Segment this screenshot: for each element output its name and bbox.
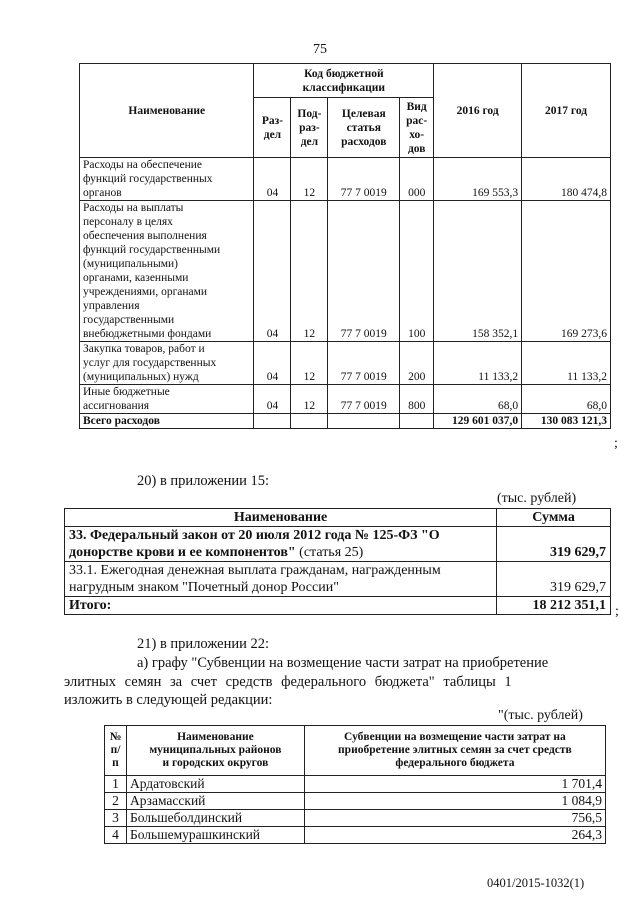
row-2016: 169 553,3 bbox=[434, 158, 522, 201]
row-name: Иные бюджетные ассигнования bbox=[80, 385, 254, 414]
row-target: 77 7 0019 bbox=[328, 385, 400, 414]
row-type: 200 bbox=[400, 342, 434, 385]
row-2017: 68,0 bbox=[522, 385, 611, 414]
row-subsection: 12 bbox=[291, 342, 328, 385]
row-num: 2 bbox=[105, 793, 127, 810]
row-name: Арзамасский bbox=[126, 793, 304, 810]
table-row bbox=[80, 342, 611, 385]
header-num: № п/п bbox=[105, 726, 127, 776]
row-type: 800 bbox=[400, 385, 434, 414]
row-2016: 158 352,1 bbox=[434, 201, 522, 342]
row-2017: 11 133,2 bbox=[522, 342, 611, 385]
header-2017: 2017 год bbox=[522, 64, 611, 158]
row-2016: 11 133,2 bbox=[434, 342, 522, 385]
row-name: Расходы на выплаты персоналу в целях обеспечения выполнения функций государственными (муниципальными) органами, казенными учреждениями, органами управления государственными внебюджетными фондами bbox=[80, 201, 254, 342]
para-21a-line2: элитных семян за счет средств федерального бюджета" таблицы 1 bbox=[64, 674, 512, 690]
total-label: Итого: bbox=[65, 597, 497, 615]
header-section: Раз- дел bbox=[254, 98, 291, 158]
table2-suffix: ; bbox=[615, 604, 619, 619]
row-subsection: 12 bbox=[291, 201, 328, 342]
para-21a-line3: изложить в следующей редакции: bbox=[64, 692, 273, 708]
row-sum: 319 629,7 bbox=[497, 527, 611, 562]
table1-suffix: ; bbox=[614, 436, 618, 451]
header-2016: 2016 год bbox=[434, 64, 522, 158]
para-21a-line1: а) графу "Субвенции на возмещение части затрат на приобретение bbox=[137, 655, 549, 671]
header-name: Наименование bbox=[80, 64, 254, 158]
row-value: 1 701,4 bbox=[304, 776, 605, 793]
table-row bbox=[65, 562, 611, 597]
para-20: 20) в приложении 15: bbox=[137, 473, 270, 489]
row-name: Закупка товаров, работ и услуг для государственных (муниципальных) нужд bbox=[80, 342, 254, 385]
row-value: 264,3 bbox=[304, 827, 605, 844]
header-name: Наименование bbox=[65, 509, 497, 527]
total-row bbox=[80, 414, 611, 429]
total-row bbox=[65, 597, 611, 615]
row-name: Ардатовский bbox=[126, 776, 304, 793]
table2-units: (тыс. рублей) bbox=[497, 491, 577, 506]
row-type: 000 bbox=[400, 158, 434, 201]
row-value: 1 084,9 bbox=[304, 793, 605, 810]
table3-units: "(тыс. рублей) bbox=[498, 708, 583, 723]
row-target: 77 7 0019 bbox=[328, 201, 400, 342]
row-2016: 68,0 bbox=[434, 385, 522, 414]
header-name: Наименование муниципальных районов и городских округов bbox=[126, 726, 304, 776]
header-subvention: Субвенции на возмещение части затрат на приобретение элитных семян за счет средств федерального бюджета bbox=[304, 726, 605, 776]
row-num: 3 bbox=[105, 810, 127, 827]
row-target: 77 7 0019 bbox=[328, 342, 400, 385]
table-row bbox=[65, 527, 611, 562]
table-row bbox=[105, 776, 606, 793]
total-empty bbox=[328, 414, 400, 429]
total-sum: 18 212 351,1 bbox=[497, 597, 611, 615]
table-row bbox=[80, 385, 611, 414]
row-num: 4 bbox=[105, 827, 127, 844]
header-subsection: Под- раз- дел bbox=[291, 98, 328, 158]
row-subsection: 12 bbox=[291, 385, 328, 414]
row-name: Расходы на обеспечение функций государственных органов bbox=[80, 158, 254, 201]
row-name: Большемурашкинский bbox=[126, 827, 304, 844]
table-row bbox=[105, 810, 606, 827]
total-label: Всего расходов bbox=[80, 414, 254, 429]
header-type: Вид рас- хо- дов bbox=[400, 98, 434, 158]
header-sum: Сумма bbox=[497, 509, 611, 527]
page-number: 75 bbox=[313, 42, 327, 57]
row-name: 33.1. Ежегодная денежная выплата гражданам, награжденным нагрудным знаком "Почетный донор России" bbox=[65, 562, 497, 597]
table-row bbox=[80, 201, 611, 342]
row-value: 756,5 bbox=[304, 810, 605, 827]
row-sum: 319 629,7 bbox=[497, 562, 611, 597]
table-row bbox=[105, 793, 606, 810]
row-section: 04 bbox=[254, 385, 291, 414]
expenses-table bbox=[79, 63, 611, 429]
row-num: 1 bbox=[105, 776, 127, 793]
row-name: Большеболдинский bbox=[126, 810, 304, 827]
subventions-table bbox=[104, 725, 606, 844]
total-2016: 129 601 037,0 bbox=[434, 414, 522, 429]
document-code: 0401/2015-1032(1) bbox=[487, 876, 585, 890]
row-2017: 180 474,8 bbox=[522, 158, 611, 201]
row-2017: 169 273,6 bbox=[522, 201, 611, 342]
row-name: 33. Федеральный закон от 20 июля 2012 года № 125-ФЗ "О донорстве крови и ее компонентов" (статья 25) bbox=[65, 527, 497, 562]
row-type: 100 bbox=[400, 201, 434, 342]
row-section: 04 bbox=[254, 342, 291, 385]
row-subsection: 12 bbox=[291, 158, 328, 201]
table-row bbox=[105, 827, 606, 844]
header-code-group: Код бюджетной классификации bbox=[254, 64, 434, 98]
total-empty bbox=[254, 414, 291, 429]
header-target: Целевая статья расходов bbox=[328, 98, 400, 158]
row-section: 04 bbox=[254, 201, 291, 342]
appendix15-table bbox=[64, 508, 611, 615]
row-section: 04 bbox=[254, 158, 291, 201]
table-row bbox=[80, 158, 611, 201]
total-2017: 130 083 121,3 bbox=[522, 414, 611, 429]
total-empty bbox=[291, 414, 328, 429]
total-empty bbox=[400, 414, 434, 429]
para-21: 21) в приложении 22: bbox=[137, 636, 270, 652]
row-target: 77 7 0019 bbox=[328, 158, 400, 201]
